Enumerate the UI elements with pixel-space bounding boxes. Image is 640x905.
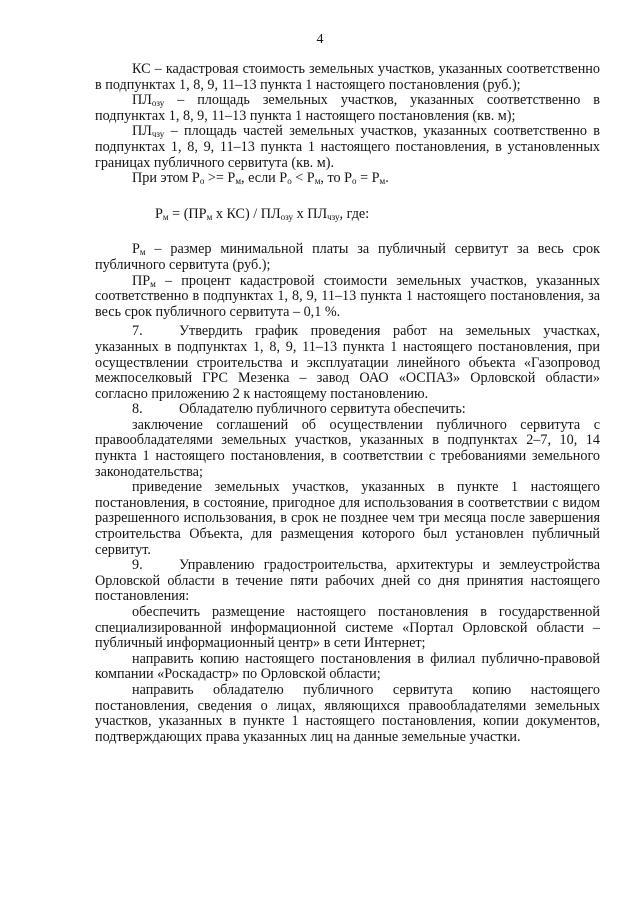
item-9-sub-2: направить копию настоящего постановления в филиал публично-правовой компании «Роскадастр» по Орловской области; — [95, 650, 600, 683]
definition-prm: $ПР_м$ – процент кадастровой стоимости земельных участков, указанных соответственно в подпунктах 1, 8, 9, 11–13 пункта 1 настоящего постановления, за весь срок публичного сервитута – 0,1 %. — [95, 272, 600, 320]
item-8-number: 8. — [132, 401, 143, 418]
item-9-sub-1: обеспечить размещение настоящего постановления в государственной специализированной информационной системе «Портал Орловской области – публичный информационный центр» в сети Интернет; — [95, 604, 600, 652]
definition-pl-chzu: $ПЛ_{чзу}$ – площадь частей земельных участков, указанных соответственно в подпунктах 1, 8, 9, 11–13 пункта 1 настоящего постановления, в установленных границах публичного сервитута (кв. м). — [95, 123, 600, 171]
item-9: 9. Управлению градостроительства, архитектуры и землеустройства Орловской области в течение пяти рабочих дней со дня принятия настоящего постановления: — [95, 557, 600, 605]
payment-condition: При этом $Р_о >= Р_м$, если $Р_о < Р_м$, то $Р_о = Р_м$. — [132, 170, 389, 187]
item-8-sub-1: заключение соглашений об осуществлении публичного сервитута с правообладателями земельных участков, указанных в подпунктах 2–7, 10, 14 пункта 1 настоящего постановления, в соответствии с требованиями земельного законодательства; — [95, 416, 600, 480]
item-7: 7. Утвердить график проведения работ на земельных участках, указанных в подпунктах 1, 8, 9, 11–13 пункта 1 настоящего постановления, при осуществлении строительства и эксплуатации линейного объекта «Газопровод межпоселковый ГРС Мезенка – завод ОАО «ОСПАЗ» Орловской области» согласно приложению 2 к настоящему постановлению. — [95, 323, 600, 402]
definition-rm: $Р_м$ – размер минимальной платы за публичный сервитут за весь срок публичного сервитута (руб.); — [95, 241, 600, 273]
document-body — [95, 62, 600, 745]
page-number: 4 — [316, 32, 324, 47]
item-8-sub-2: приведение земельных участков, указанных в пункте 1 настоящего постановления, в состояние, пригодное для использования в соответствии с видом разрешенного использования, в срок не позднее чем три месяца после завершения строительства Объекта, для размещения которого был установлен публичный сервитут. — [95, 479, 600, 558]
item-9-sub-3: направить обладателю публичного сервитута копию настоящего постановления, сведения о лицах, являющихся правообладателями земельных участков, указанных в пункте 1 настоящего постановления, копии документов, подтверждающих права указанных лиц на данные земельные участки. — [95, 681, 600, 745]
item-8: 8. Обладателю публичного сервитута обеспечить: — [132, 401, 466, 418]
definition-pl-ozu: $ПЛ_{озу}$ – площадь земельных участков, указанных соответственно в подпунктах 1, 8, 9, 11–13 пункта 1 настоящего постановления (кв. м); — [95, 92, 600, 124]
item-7-number: 7. — [132, 323, 143, 340]
payment-formula: $Р_м = (ПР_м$ х $КС) / ПЛ_{озу}$ х $ПЛ_{чзу}$, где: — [155, 205, 370, 222]
item-9-number: 9. — [132, 557, 143, 574]
definition-ks: КС – кадастровая стоимость земельных участков, указанных соответственно в подпунктах 1, 8, 9, 11–13 пункта 1 настоящего постановления (руб.); — [95, 61, 600, 93]
